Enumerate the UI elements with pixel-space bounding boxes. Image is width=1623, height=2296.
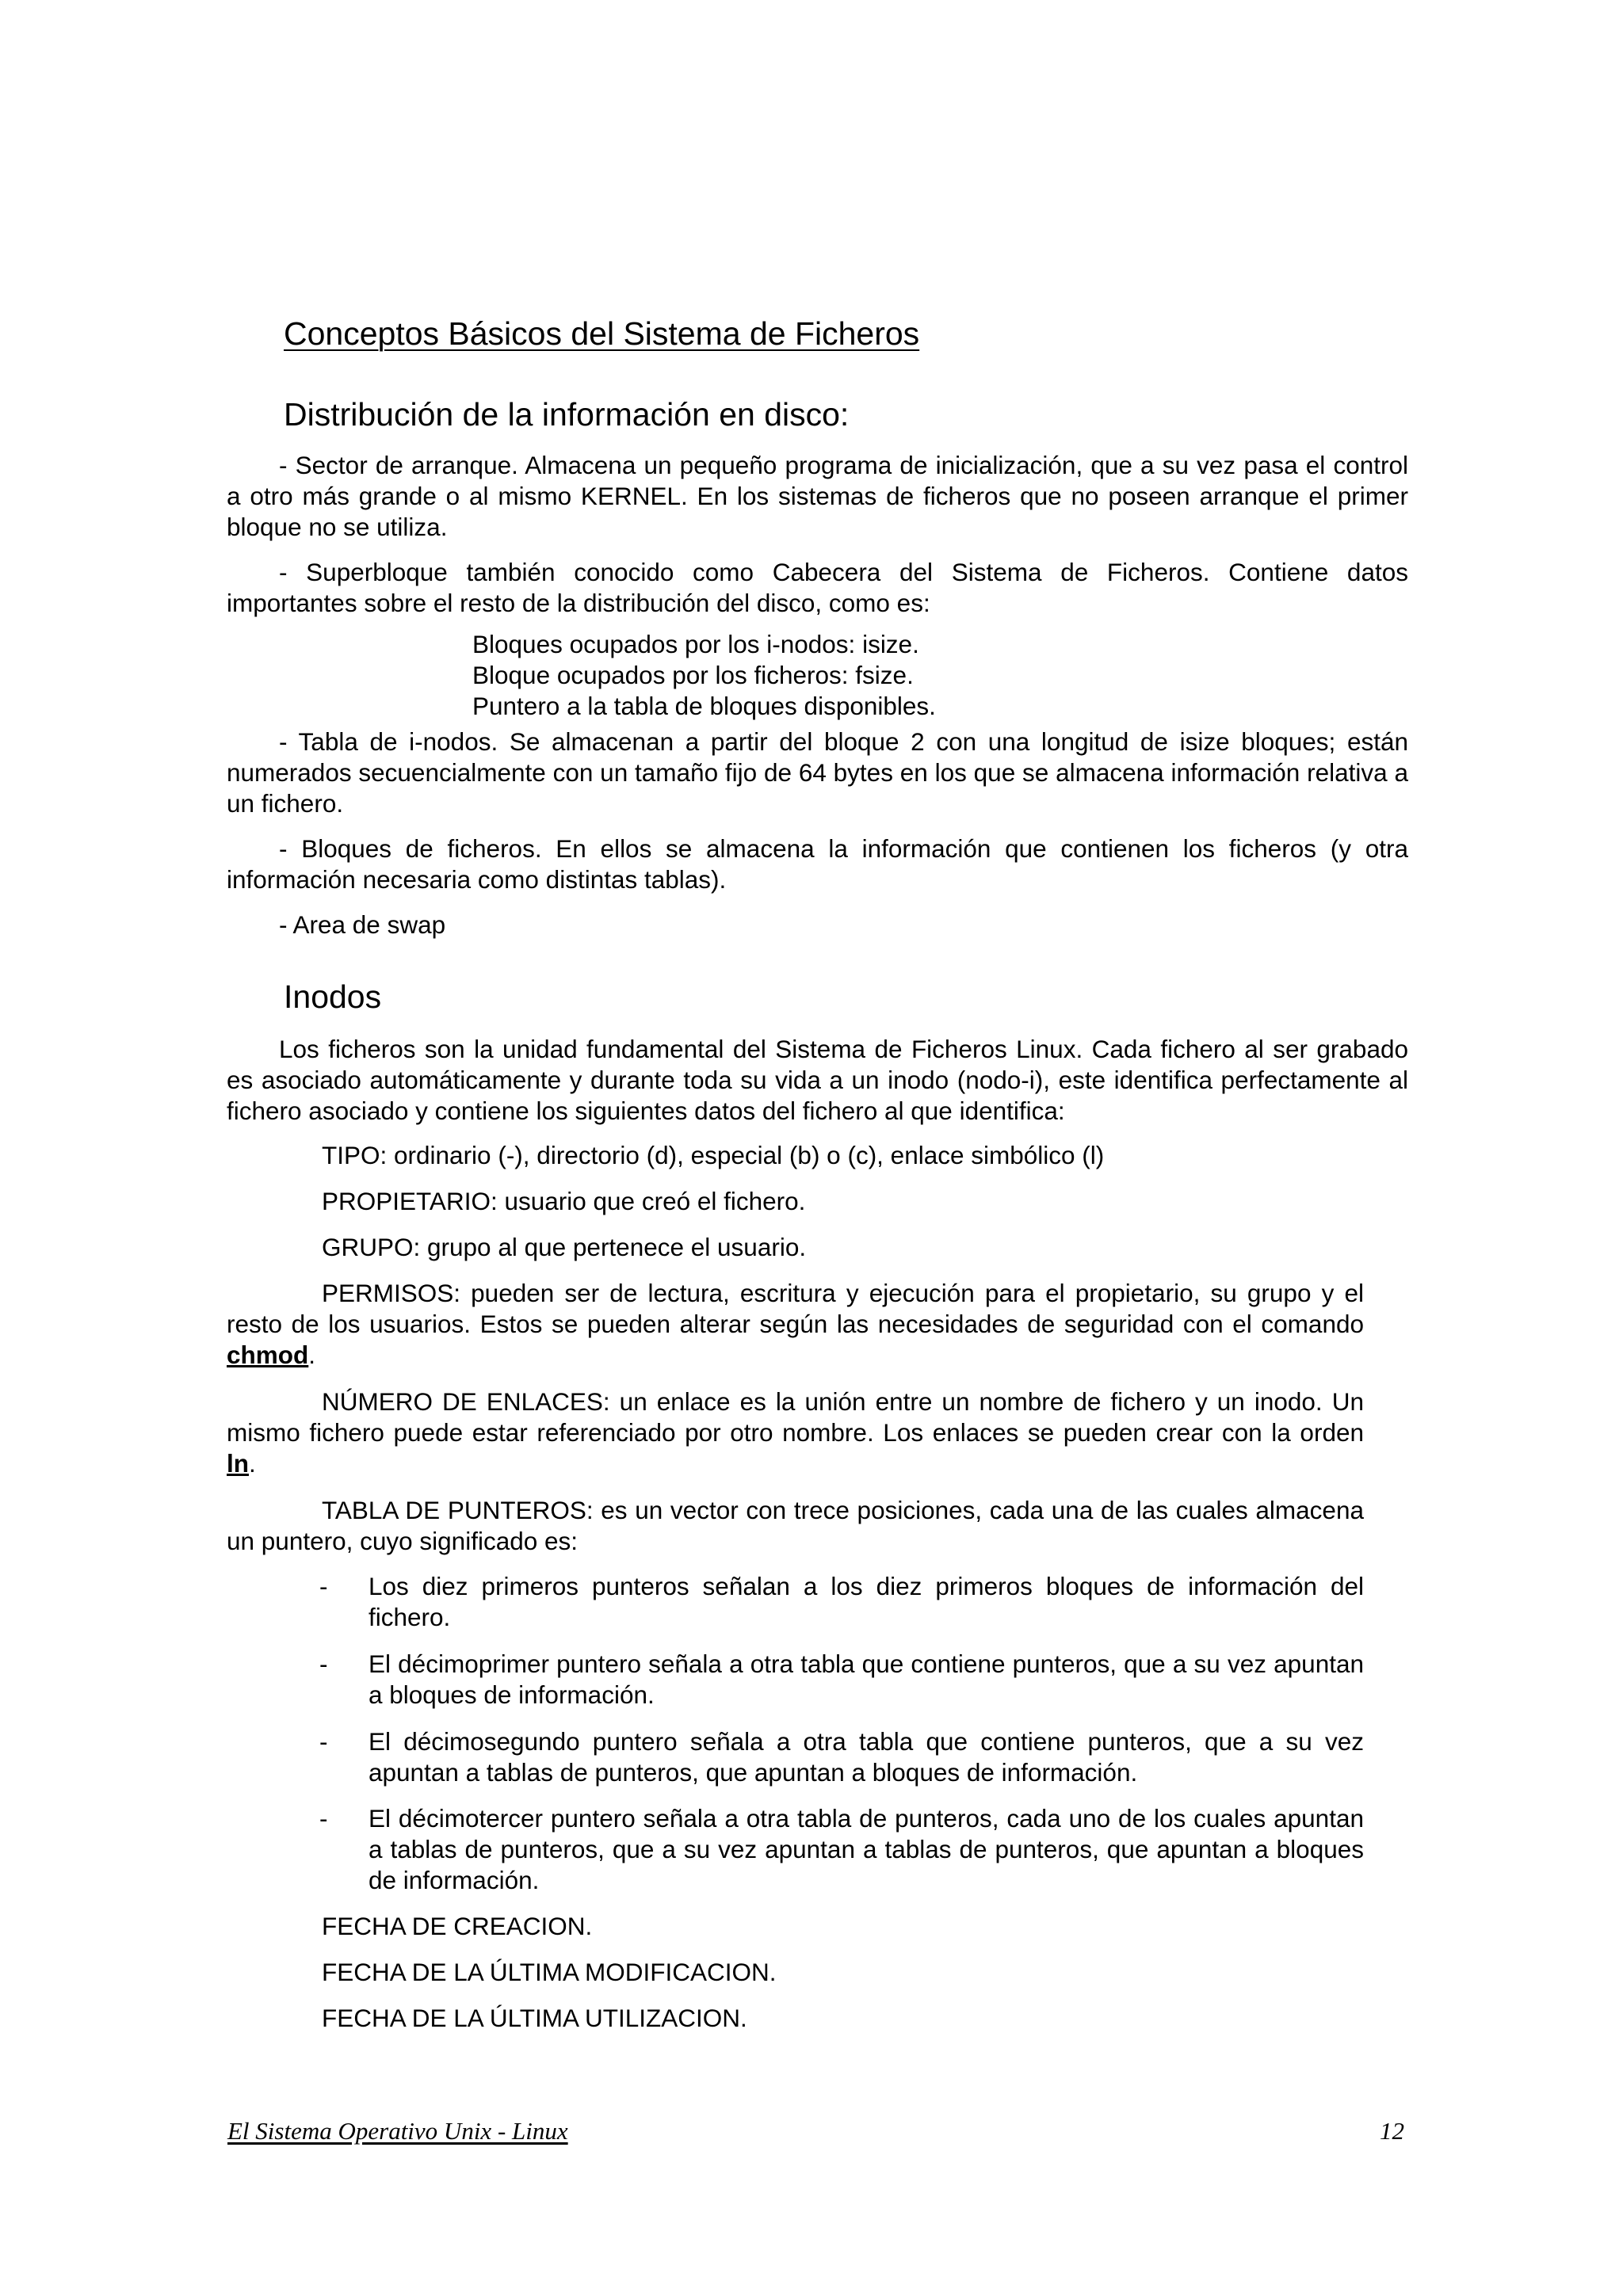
inode-field-fecha-utilizacion: FECHA DE LA ÚLTIMA UTILIZACION. bbox=[322, 2004, 747, 2032]
inode-field-enlaces bbox=[227, 1386, 1364, 1479]
paragraph-area-swap: - Area de swap bbox=[279, 910, 446, 939]
pointer-list-item-text: Los diez primeros punteros señalan a los diez primeros bloques de información del fichero. bbox=[369, 1572, 1364, 1631]
bullet-dash: - bbox=[319, 1804, 328, 1833]
enlaces-end: . bbox=[249, 1449, 256, 1478]
pointer-list-item bbox=[319, 1649, 1364, 1711]
enlaces-text: NÚMERO DE ENLACES: un enlace es la unión entre un nombre de fichero y un inodo. Un mismo fichero puede estar referenciado por otro nombre. Los enlaces se pueden crear con la orden bbox=[227, 1387, 1364, 1447]
superbloque-item: Bloque ocupados por los ficheros: fsize. bbox=[472, 661, 914, 689]
bullet-dash: - bbox=[319, 1727, 328, 1756]
pointer-list-item-text: El décimotercer puntero señala a otra tabla de punteros, cada uno de los cuales apuntan a tablas de punteros, que a su vez apuntan a tablas de punteros, que apuntan a bloques de información. bbox=[369, 1804, 1364, 1894]
footer-book-title: El Sistema Operativo Unix - Linux bbox=[227, 2117, 568, 2145]
page-title: Conceptos Básicos del Sistema de Ficheros bbox=[284, 315, 920, 352]
pointer-list-item bbox=[319, 1571, 1364, 1633]
command-chmod: chmod bbox=[227, 1341, 309, 1369]
section-heading-distribucion: Distribución de la información en disco: bbox=[284, 396, 850, 433]
inode-field-permisos bbox=[227, 1278, 1364, 1371]
inode-field-fecha-modificacion: FECHA DE LA ÚLTIMA MODIFICACION. bbox=[322, 1958, 777, 1986]
pointer-list-item-text: El décimosegundo puntero señala a otra tabla que contiene punteros, que a su vez apuntan a tablas de punteros, que apuntan a bloques de información. bbox=[369, 1727, 1364, 1787]
permisos-end: . bbox=[308, 1341, 316, 1369]
paragraph-tabla-inodos: - Tabla de i-nodos. Se almacenan a partir del bloque 2 con una longitud de isize bloques; están numerados secuencialmente con un tamaño fijo de 64 bytes en los que se almacena información relativa a un fichero. bbox=[227, 727, 1408, 818]
inode-field-punteros: TABLA DE PUNTEROS: es un vector con trece posiciones, cada una de las cuales almacena un puntero, cuyo significado es: bbox=[227, 1496, 1364, 1555]
superbloque-item: Bloques ocupados por los i-nodos: isize. bbox=[472, 630, 919, 658]
paragraph-inodos-intro: Los ficheros son la unidad fundamental del Sistema de Ficheros Linux. Cada fichero al ser grabado es asociado automáticamente y durante toda su vida a un inodo (nodo-i), este identifica perfectamente al fichero asociado y contiene los siguientes datos del fichero al que identifica: bbox=[227, 1035, 1408, 1125]
paragraph-superbloque: - Superbloque también conocido como Cabecera del Sistema de Ficheros. Contiene datos importantes sobre el resto de la distribución del disco, como es: bbox=[227, 558, 1408, 617]
bullet-dash: - bbox=[319, 1650, 328, 1678]
command-ln: ln bbox=[227, 1449, 249, 1478]
paragraph-bloques-ficheros: - Bloques de ficheros. En ellos se almacena la información que contienen los ficheros (y otra información necesaria como distintas tablas). bbox=[227, 834, 1408, 894]
pointer-list-item bbox=[319, 1726, 1364, 1788]
footer-page-number: 12 bbox=[1380, 2117, 1404, 2145]
section-heading-inodos: Inodos bbox=[284, 978, 382, 1015]
inode-field-tipo: TIPO: ordinario (-), directorio (d), especial (b) o (c), enlace simbólico (l) bbox=[322, 1141, 1105, 1169]
superbloque-item: Puntero a la tabla de bloques disponibles. bbox=[472, 692, 936, 720]
inode-field-fecha-creacion: FECHA DE CREACION. bbox=[322, 1912, 593, 1940]
inode-field-propietario: PROPIETARIO: usuario que creó el fichero. bbox=[322, 1187, 806, 1215]
bullet-dash: - bbox=[319, 1572, 328, 1600]
inode-field-grupo: GRUPO: grupo al que pertenece el usuario. bbox=[322, 1233, 807, 1261]
paragraph-sector-arranque: - Sector de arranque. Almacena un pequeño programa de inicialización, que a su vez pasa el control a otro más grande o al mismo KERNEL. En los sistemas de ficheros que no poseen arranque el primer bloque no se utiliza. bbox=[227, 451, 1408, 541]
pointer-list-item-text: El décimoprimer puntero señala a otra tabla que contiene punteros, que a su vez apuntan a bloques de información. bbox=[369, 1650, 1364, 1709]
permisos-text: PERMISOS: pueden ser de lectura, escritura y ejecución para el propietario, su grupo y el resto de los usuarios. Estos se pueden alterar según las necesidades de seguridad con el comando bbox=[227, 1279, 1364, 1338]
pointer-list-item bbox=[319, 1803, 1364, 1896]
